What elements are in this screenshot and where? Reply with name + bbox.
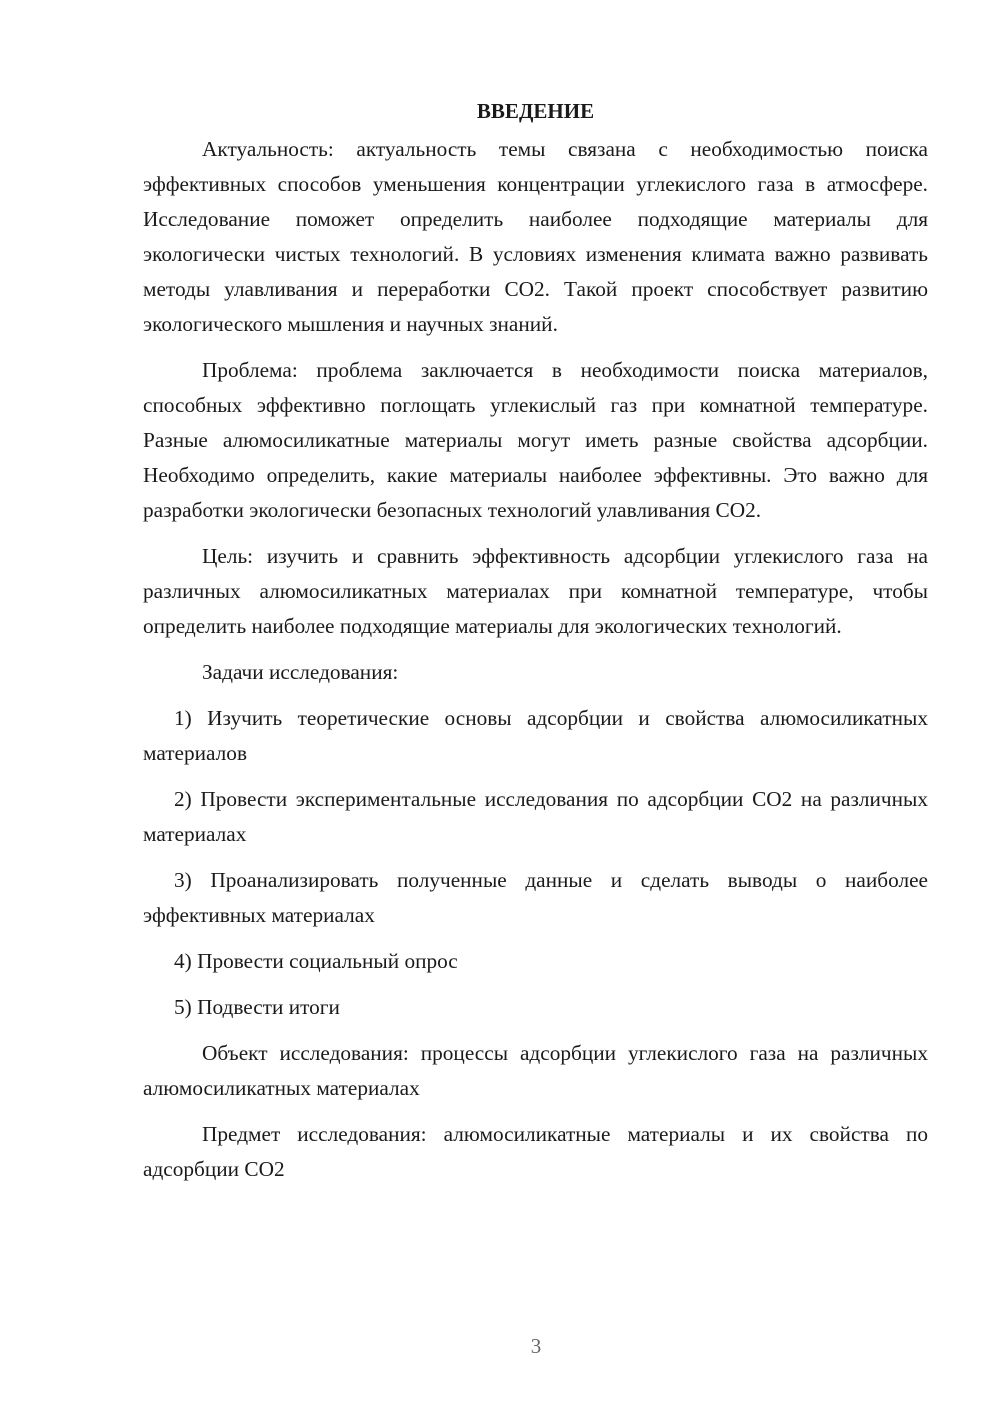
- problem-paragraph: Проблема: проблема заключается в необходимости поиска материалов, способных эффективно поглощать углекислый газ при комнатной температуре. Разные алюмосиликатные материалы могут иметь разные свойства адсорбции. Необходимо определить, какие материалы наиболее эффективны. Это важно для разработки экологически безопасных технологий улавливания СО2.: [143, 358, 928, 522]
- document-page: [143, 94, 928, 1187]
- task-item: 1) Изучить теоретические основы адсорбции и свойства алюмосиликатных материалов: [143, 706, 928, 765]
- relevance-paragraph: Актуальность: актуальность темы связана с необходимостью поиска эффективных способов уменьшения концентрации углекислого газа в атмосфере. Исследование поможет определить наиболее подходящие материалы для экологически чистых технологий. В условиях изменения климата важно развивать методы улавливания и переработки СО2. Такой проект способствует развитию экологического мышления и научных знаний.: [143, 137, 928, 336]
- section-heading: ВВЕДЕНИЕ: [476, 99, 595, 123]
- task-item: 2) Провести экспериментальные исследования по адсорбции СО2 на различных материалах: [143, 787, 928, 846]
- tasks-list: [143, 701, 928, 1025]
- task-item: 5) Подвести итоги: [174, 995, 340, 1019]
- goal-paragraph: Цель: изучить и сравнить эффективность адсорбции углекислого газа на различных алюмосиликатных материалах при комнатной температуре, чтобы определить наиболее подходящие материалы для экологических технологий.: [143, 544, 928, 638]
- task-item: 3) Проанализировать полученные данные и сделать выводы о наиболее эффективных материалах: [143, 868, 928, 927]
- tasks-title: Задачи исследования:: [202, 660, 399, 684]
- object-paragraph: Объект исследования: процессы адсорбции углекислого газа на различных алюмосиликатных материалах: [143, 1041, 928, 1100]
- page-number: 3: [530, 1334, 542, 1358]
- task-item: 4) Провести социальный опрос: [174, 949, 458, 973]
- subject-paragraph: Предмет исследования: алюмосиликатные материалы и их свойства по адсорбции СО2: [143, 1122, 928, 1181]
